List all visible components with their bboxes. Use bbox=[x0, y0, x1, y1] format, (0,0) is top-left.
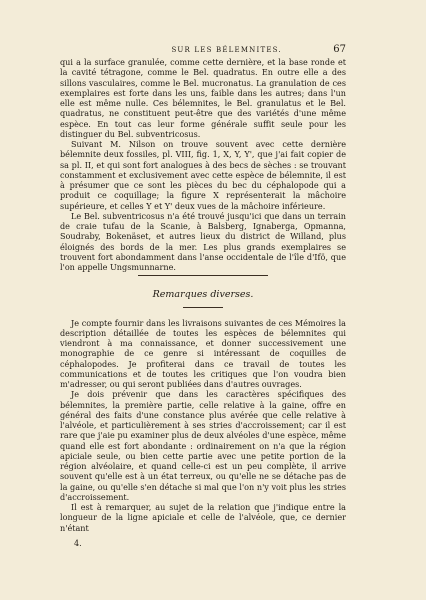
paragraph-5: Je dois prévenir que dans les caractères spécifiques des bélemnites, la première partie, celle relative à la gaine, offre en général des faits d'une constance plus avérée que celle relative à l'alvéole, et particulièrement à ses stries d'accroissement; car il est rare que j'aie pu examiner plus de deux alvéoles d'une espèce, même quand elle est fort abondante : ordinairement on n'a que la région apiciale seule, ou bien cette partie avec une petite portion de la région alvéolaire, et quand celle-ci est un peu complète, il arrive souvent qu'elle est à un état terreux, ou qu'elle ne se détache pas de la gaine, ou qu'elle s'en détache si mal que l'on n'y voit plus les stries d'accroissement. bbox=[60, 389, 346, 502]
section-divider bbox=[138, 275, 268, 276]
paragraph-1: qui a la surface granulée, comme cette dernière, et la base ronde et la cavité tétragone, comme le Bel. quadratus. En outre elle a des sillons vasculaires, comme le Bel. mucronatus. La granulation de ces exemplaires est forte dans les uns, faible dans les autres; dans l'un elle est même nulle. Ces bélemnites, le Bel. granulatus et le Bel. quadratus, ne constituent peut-être que des variétés d'une même espèce. En tout cas leur forme générale suffit seule pour les distinguer du Bel. subventricosus. bbox=[60, 57, 346, 139]
section-title-rule bbox=[183, 307, 223, 308]
section-title: Remarques diverses. bbox=[152, 289, 254, 301]
page-number: 67 bbox=[333, 44, 346, 55]
paragraph-4: Je compte fournir dans les livraisons suivantes de ces Mémoires la description détaillée de toutes les espèces de bélemnites qui viendront à ma connaissance, et donner successivement une monographie de ce genre si intéressant de coquilles de céphalopodes. Je profiterai dans ce travail de toutes les communications et de toutes les critiques que l'on voudra bien m'adresser, ou qui seront publiées dans d'autres ouvrages. bbox=[60, 317, 346, 389]
page-body bbox=[60, 57, 346, 549]
signature-mark: 4. bbox=[74, 538, 82, 548]
paragraph-2: Suivant M. Nilson on trouve souvent avec cette dernière bélemnite deux fossiles, pl. VIII, fig. 1, X, Y, Y', que j'ai fait copier de sa pl. II, et qui sont fort analogues à des becs de sèches : se trouvant constamment et exclusivement avec cette espèce de bélemnite, il est à présumer que ce sont les pièces du bec du céphalopode qui a produit ce coquillage; la figure X représenterait la mâchoire supérieure, et celles Y et Y' deux vues de la mâchoire inférieure. bbox=[60, 139, 346, 211]
paragraph-6: Il est à remarquer, au sujet de la relation que j'indique entre la longueur de la ligne apiciale et celle de l'alvéole, que, ce dernier n'étant bbox=[60, 502, 346, 533]
running-head: SUR LES BÉLEMNITES. bbox=[171, 46, 282, 54]
paragraph-3: Le Bel. subventricosus n'a été trouvé jusqu'ici que dans un terrain de craie tufau de la Scanie, à Balsberg, Ignaberga, Opmanna, Soudraby, Bokenäset, et autres lieux du district de Willand, plus éloignés des bords de la mer. Les plus grands exemplaires se trouvent fort abondamment dans l'anse occidentale de l'île d'Ifö, que l'on appelle Ungsmunnarne. bbox=[60, 210, 346, 272]
page-header bbox=[60, 44, 346, 55]
